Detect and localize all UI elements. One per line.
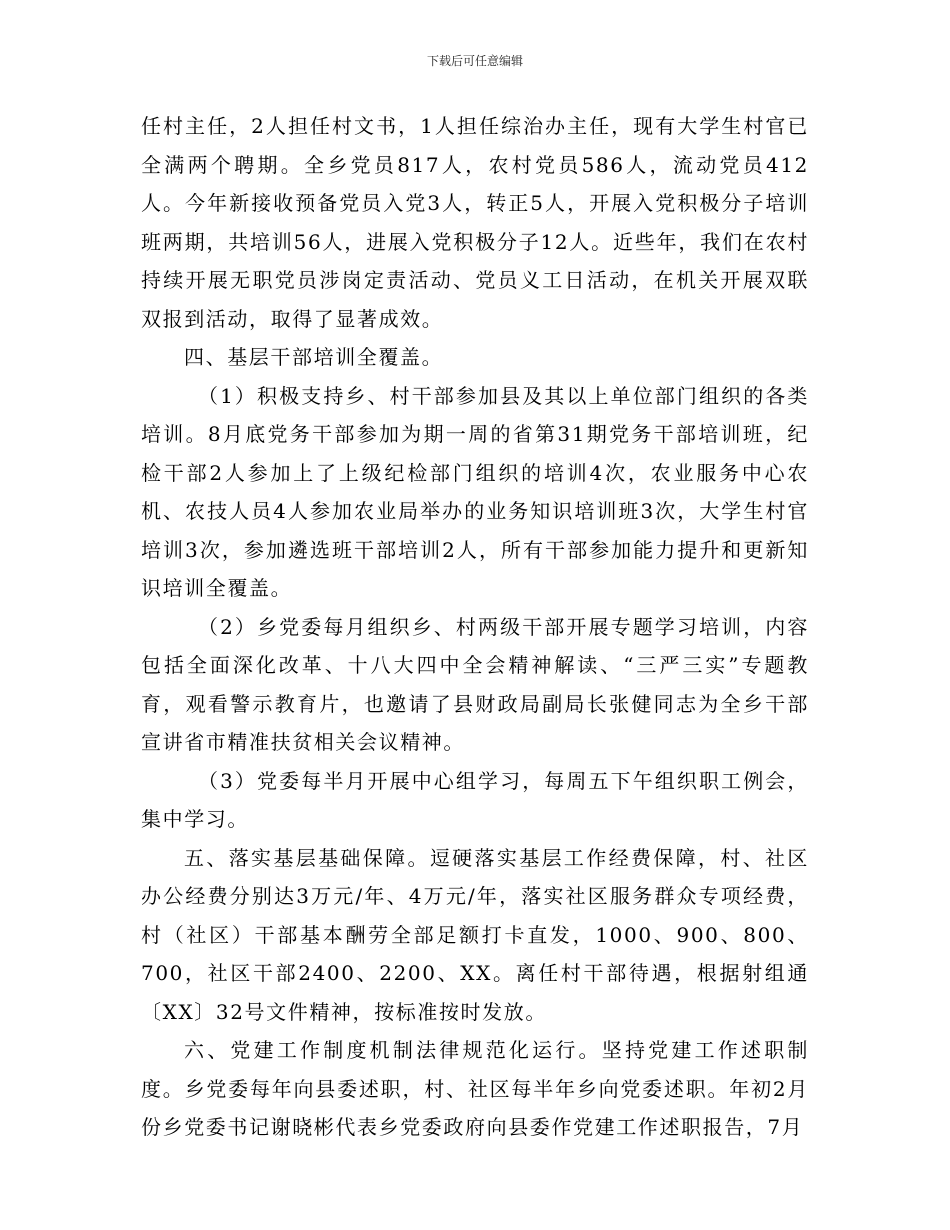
- page-header: 下载后可任意编辑: [426, 54, 523, 68]
- paragraph-basic-guarantee: 五、落实基层基础保障。逗硬落实基层工作经费保障，村、社区办公经费分别达3万元/年、4万元/年，落实社区服务群众专项经费，村（社区）干部基本酬劳全部足额打卡直发，1000、900、800、700，社区干部2400、2200、XX。离任村干部待遇，根据射组通〔XX〕32号文件精神，按标准按时发放。: [141, 845, 809, 1024]
- paragraph-training-item-2: （2）乡党委每月组织乡、村两级干部开展专题学习培训，内容包括全面深化改革、十八大四中全会精神解读、“三严三实”专题教育，观看警示教育片，也邀请了县财政局副局长张健同志为全乡干部宣讲省市精准扶贫相关会议精神。: [141, 614, 809, 754]
- paragraph-village-party-members: 任村主任，2人担任村文书，1人担任综治办主任，现有大学生村官已全满两个聘期。全乡党员817人，农村党员586人，流动党员412人。今年新接收预备党员入党3人，转正5人，开展入党积极分子培训班两期，共培训56人，进展入党积极分子12人。近些年，我们在农村持续开展无职党员涉岗定责活动、党员义工日活动，在机关开展双联双报到活动，取得了显著成效。: [141, 114, 809, 331]
- document-body: [141, 107, 809, 1147]
- paragraph-training-item-1: （1）积极支持乡、村干部参加县及其以上单位部门组织的各类培训。8月底党务干部参加为期一周的省第31期党务干部培训班，纪检干部2人参加上了上级纪检部门组织的培训4次，农业服务中心农机、农技人员4人参加农业局举办的业务知识培训班3次，大学生村官培训3次，参加遴选班干部培训2人，所有干部参加能力提升和更新知识培训全覆盖。: [141, 383, 809, 600]
- section-heading-cadre-training: 四、基层干部培训全覆盖。: [184, 345, 444, 369]
- paragraph-training-item-3: （3）党委每半月开展中心组学习，每周五下午组织职工例会，集中学习。: [141, 768, 809, 831]
- paragraph-institutional-operation: 六、党建工作制度机制法律规范化运行。坚持党建工作述职制度。乡党委每年向县委述职，村、社区每半年乡向党委述职。年初2月份乡党委书记谢晓彬代表乡党委政府向县委作党建工作述职报告，7月: [141, 1038, 809, 1139]
